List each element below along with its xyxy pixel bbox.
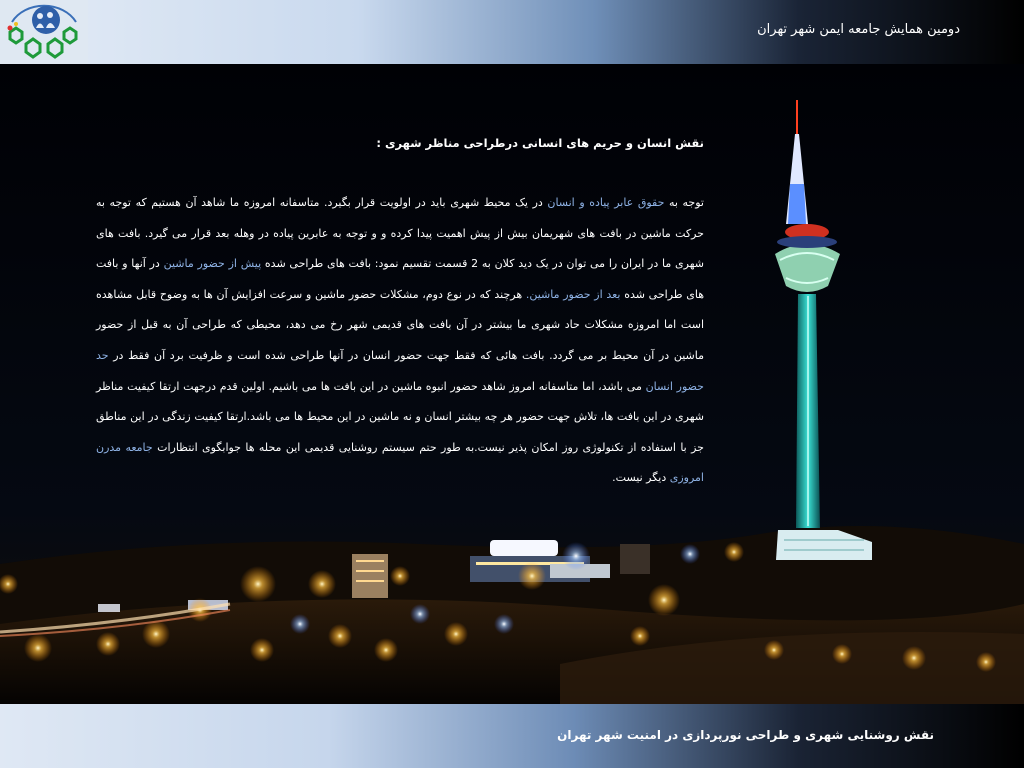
header-title: دومین همایش جامعه ایمن شهر تهران	[757, 22, 960, 37]
highlighted-phrase: حقوق عابر پیاده و انسان	[547, 196, 665, 209]
highlighted-phrase: پیش از حضور ماشین	[163, 257, 262, 271]
header-band	[0, 0, 1024, 64]
highlighted-phrase: بعد از حضور ماشین.	[525, 287, 621, 301]
paragraph-text: دیگر نیست.	[612, 471, 670, 485]
article-paragraph	[96, 188, 704, 494]
conference-logo-icon	[0, 0, 88, 64]
paragraph-text: توجه به	[664, 196, 704, 209]
article-body	[96, 128, 704, 494]
highlighted-phrase: جامعه مدرن امروزی	[96, 440, 704, 485]
highlighted-phrase: حد حضور انسان	[96, 348, 704, 393]
paragraph-text: هرچند که در نوع دوم، مشکلات حضور ماشین و سرعت افزایش آن ها به وضوح قابل مشاهده است اما امروزه مشکلات حاد شهری ما بیشتر در آن بافت های قدیمی شهر رخ می دهد، محیطی که طراحی آن به قبل از حضور ماشین در آن محیط بر می گردد. بافت هائی که فقط جهت حضور انسان در آنها طراحی شده است و ظرفیت برد آن فقط در	[96, 287, 704, 362]
footer-title: نقش روشنایی شهری و طراحی نورپردازی در امنیت شهر تهران	[557, 728, 934, 742]
paragraph-text: می باشد، اما متاسفانه امروز شاهد حضور انبوه ماشین در این بافت ها می باشیم. اولین قدم درجهت ارتقا کیفیت مناظر شهری در این بافت ها، تلاش جهت حضور هر چه بیشتر انسان و نه ماشین در این محیط ها می باشد.ارتقا کیفیت زندگی در این مناطق جز با استفاده از تکنولوژی روز امکان پذیر نیست.به طور حتم سیستم روشنایی قدیمی این محله ها جوابگوی انتظارات	[96, 379, 704, 454]
paragraph-text: در یک محیط شهری باید در اولویت قرار بگیرد. متاسفانه امروزه ما شاهد آن هستیم که توجه به حرکت ماشین در بافت های شهریمان بیش از پیش اهمیت پیدا کرده و و توجه به عابرین پیاده در وهله بعد قرار می گیرد. بافت های شهری ما در ایران را می توان در یک دید کلان به 2 قسمت تقسیم نمود: بافت های طراحی شده	[96, 196, 704, 271]
footer-band	[0, 704, 1024, 768]
article-heading: نقش انسان و حریم های انسانی درطراحی مناظر شهری :	[376, 136, 704, 150]
paragraph-text: در آنها و بافت های طراحی شده	[96, 257, 705, 301]
